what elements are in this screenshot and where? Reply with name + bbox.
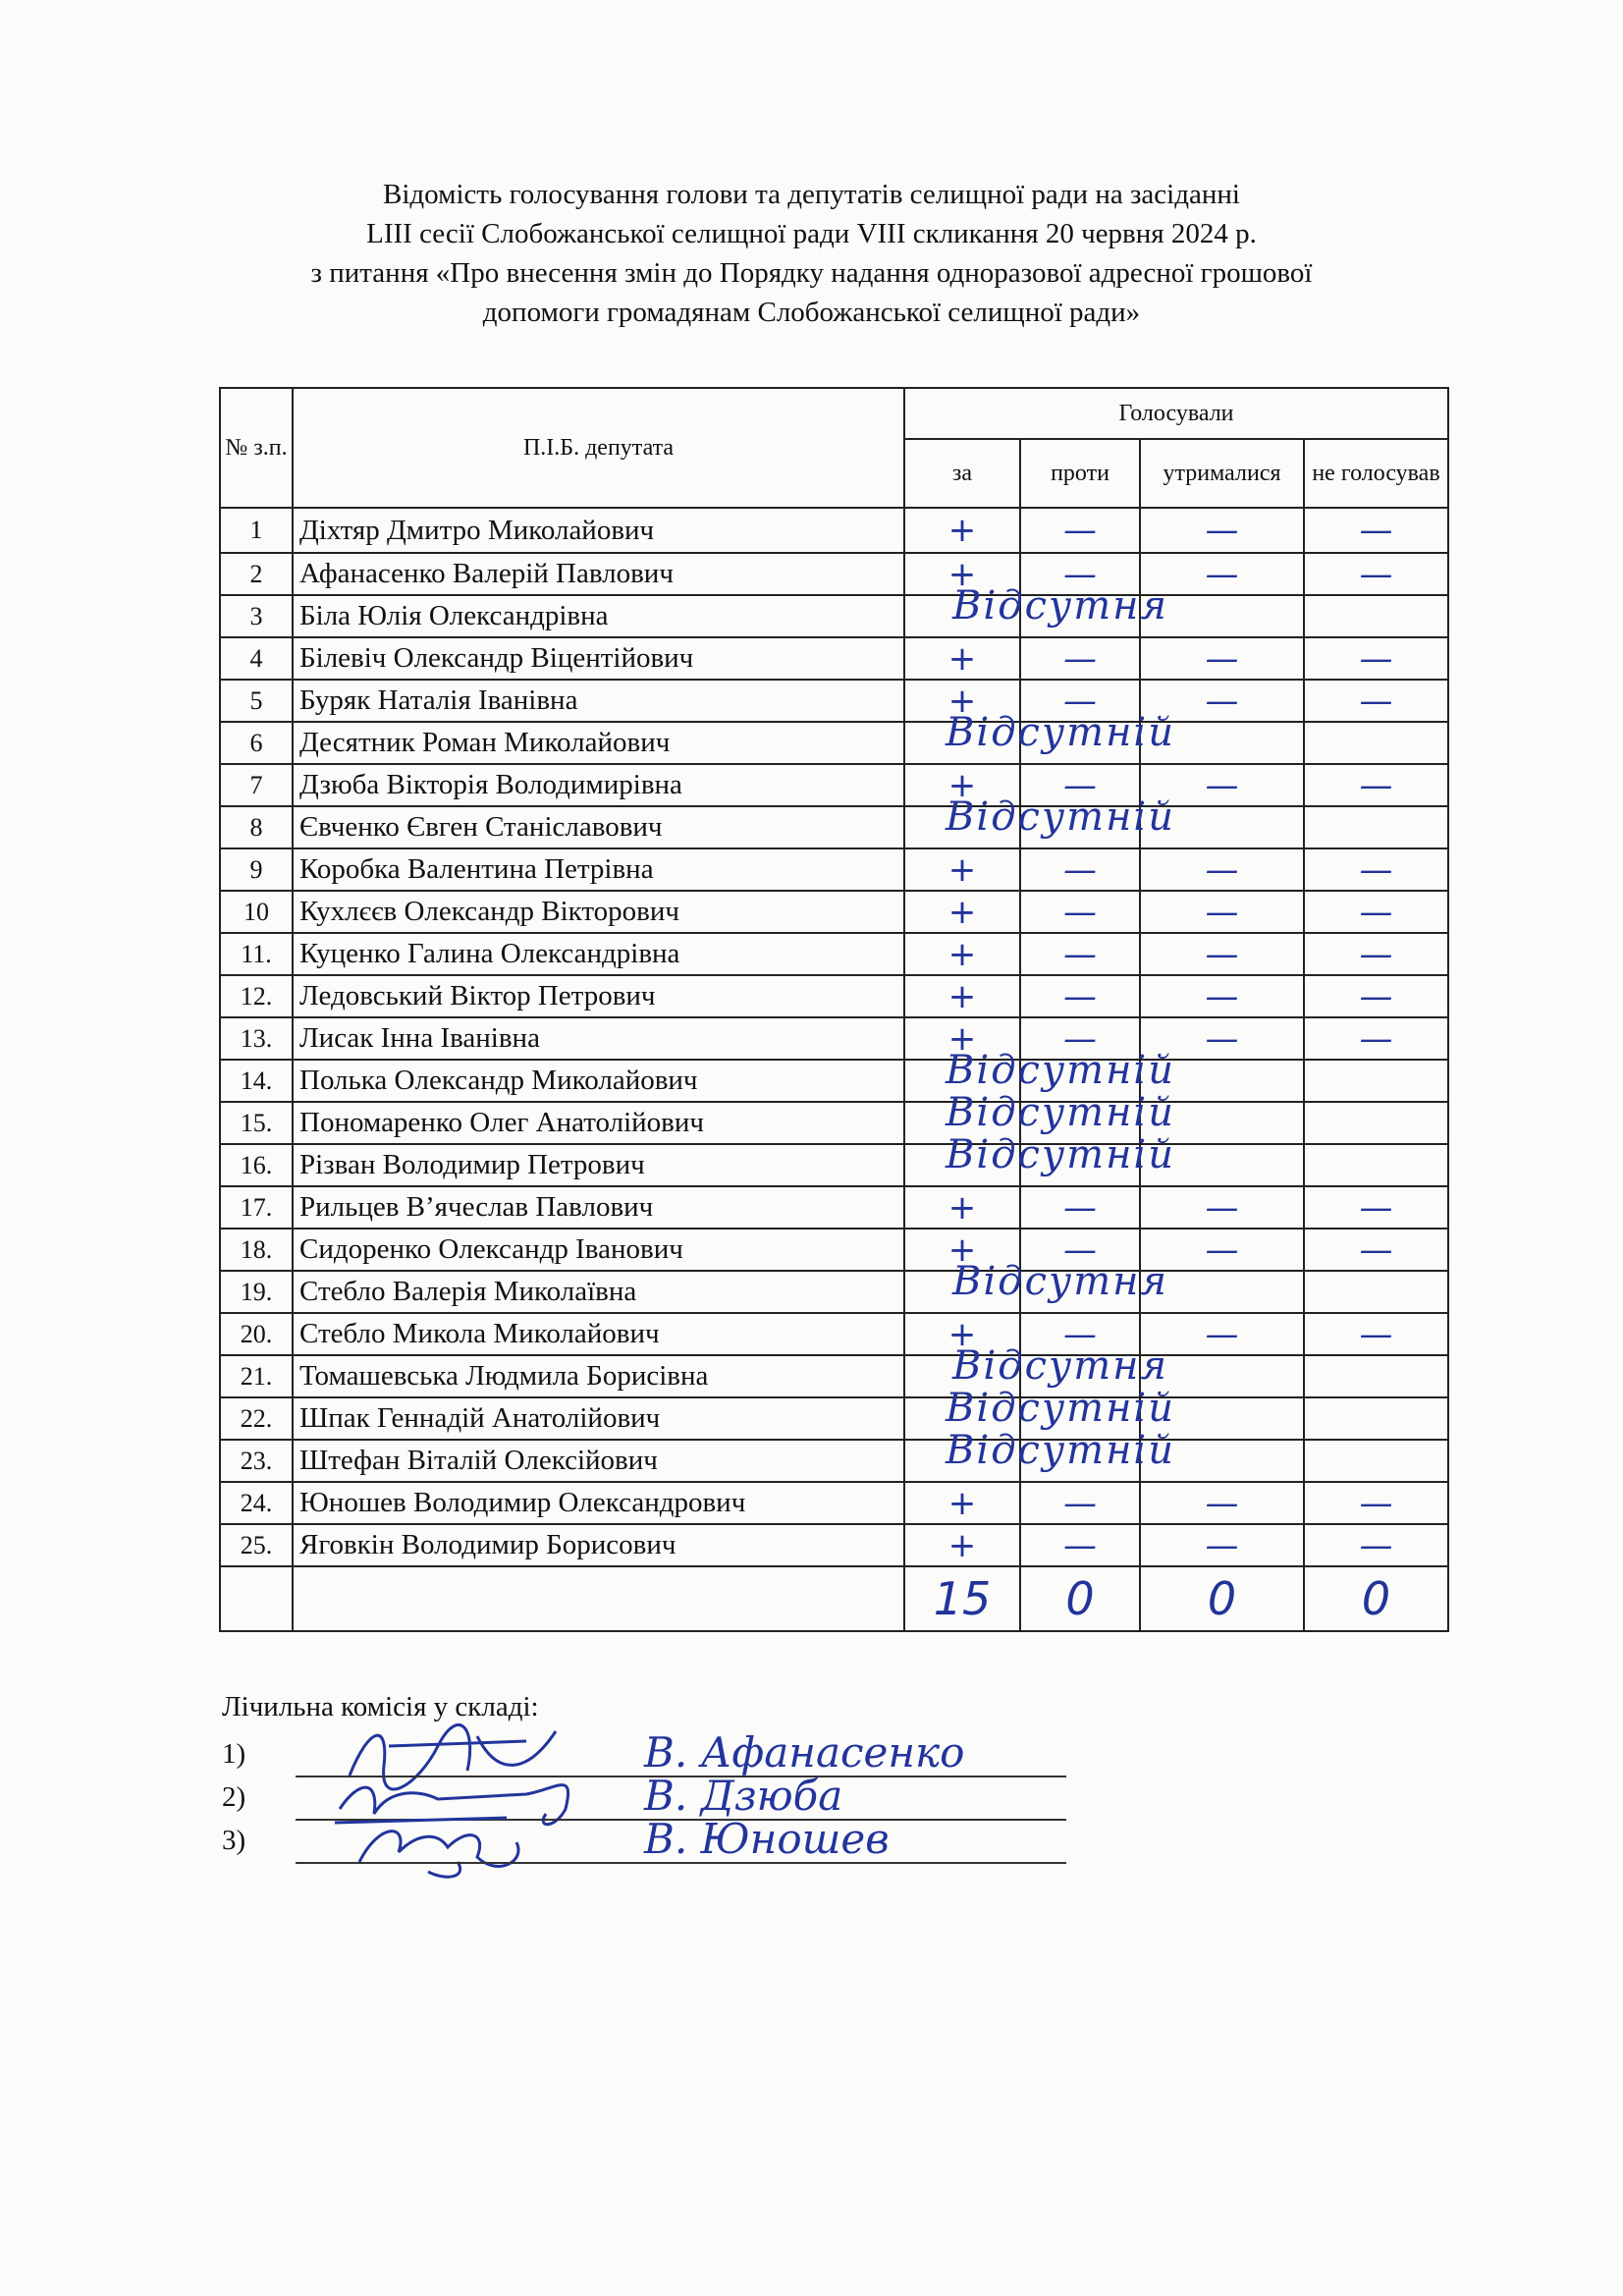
- vote-abstained: —: [1140, 975, 1304, 1017]
- vote-not-voted: —: [1304, 553, 1448, 595]
- table-row: [220, 1271, 1448, 1313]
- deputy-name: Кухлєєв Олександр Вікторович: [293, 891, 904, 933]
- row-number: 10: [220, 891, 293, 933]
- deputy-name: Сидоренко Олександр Іванович: [293, 1229, 904, 1271]
- vote-against: [1020, 1144, 1140, 1186]
- vote-against: —: [1020, 933, 1140, 975]
- vote-against: —: [1020, 1229, 1140, 1271]
- vote-against: —: [1020, 1313, 1140, 1355]
- title-line-1: Відомість голосування голови та депутатів селищної ради на засіданні: [383, 179, 1240, 210]
- table-row: [220, 975, 1448, 1017]
- total-abstained: 0: [1140, 1566, 1304, 1631]
- absent-note: Відсутній: [946, 710, 1175, 755]
- row-number: 15.: [220, 1102, 293, 1144]
- row-number: 23.: [220, 1440, 293, 1482]
- table-row: [220, 1060, 1448, 1102]
- deputy-name: Яговкін Володимир Борисович: [293, 1524, 904, 1566]
- vote-against: [1020, 1397, 1140, 1440]
- vote-not-voted: [1304, 1102, 1448, 1144]
- table-row: [220, 1017, 1448, 1060]
- vote-not-voted: [1304, 722, 1448, 764]
- row-number: 4: [220, 637, 293, 680]
- vote-not-voted: —: [1304, 1229, 1448, 1271]
- vote-against: [1020, 722, 1140, 764]
- document-title: [0, 175, 1623, 332]
- vote-abstained: —: [1140, 1524, 1304, 1566]
- vote-for: [904, 1440, 1020, 1482]
- deputy-name: Білевіч Олександр Віцентійович: [293, 637, 904, 680]
- deputy-name: Коробка Валентина Петрівна: [293, 848, 904, 891]
- row-number: 3: [220, 595, 293, 637]
- vote-for: +: [904, 933, 1020, 975]
- member-name: В. Афанасенко: [644, 1728, 965, 1777]
- header-num: № з.п.: [220, 388, 293, 508]
- deputy-name: Дзюба Вікторія Володимирівна: [293, 764, 904, 806]
- vote-for: +: [904, 1017, 1020, 1060]
- table-row: [220, 1102, 1448, 1144]
- vote-against: [1020, 1355, 1140, 1397]
- table-row: [220, 933, 1448, 975]
- vote-not-voted: —: [1304, 1186, 1448, 1229]
- vote-abstained: —: [1140, 637, 1304, 680]
- vote-for: +: [904, 975, 1020, 1017]
- row-number: 8: [220, 806, 293, 848]
- deputy-name: Стебло Микола Миколайович: [293, 1313, 904, 1355]
- row-number: 25.: [220, 1524, 293, 1566]
- table-row: [220, 1313, 1448, 1355]
- row-number: 2: [220, 553, 293, 595]
- table-row: [220, 553, 1448, 595]
- vote-abstained: —: [1140, 553, 1304, 595]
- table-row: [220, 1440, 1448, 1482]
- table-row: [220, 1355, 1448, 1397]
- vote-abstained: —: [1140, 1017, 1304, 1060]
- deputy-name: Штефан Віталій Олексійович: [293, 1440, 904, 1482]
- table-row: [220, 1524, 1448, 1566]
- row-number: 7: [220, 764, 293, 806]
- vote-abstained: [1140, 1271, 1304, 1313]
- deputy-name: Стебло Валерія Миколаївна: [293, 1271, 904, 1313]
- deputy-name: Афанасенко Валерій Павлович: [293, 553, 904, 595]
- vote-against: —: [1020, 975, 1140, 1017]
- vote-abstained: [1140, 595, 1304, 637]
- vote-abstained: [1140, 1060, 1304, 1102]
- absent-note: Відсутня: [952, 1343, 1168, 1389]
- vote-for: +: [904, 891, 1020, 933]
- vote-for: +: [904, 1313, 1020, 1355]
- table-row: [220, 595, 1448, 637]
- vote-against: —: [1020, 553, 1140, 595]
- vote-for: +: [904, 848, 1020, 891]
- vote-abstained: [1140, 722, 1304, 764]
- deputy-name: Євченко Євген Станіславович: [293, 806, 904, 848]
- absent-note: Відсутній: [946, 1132, 1175, 1177]
- table-row: [220, 1144, 1448, 1186]
- header-abstained: утрималися: [1140, 439, 1304, 508]
- vote-abstained: [1140, 1144, 1304, 1186]
- deputy-name: Буряк Наталія Іванівна: [293, 680, 904, 722]
- table-row: [220, 764, 1448, 806]
- row-number: 24.: [220, 1482, 293, 1524]
- vote-not-voted: —: [1304, 680, 1448, 722]
- vote-not-voted: —: [1304, 975, 1448, 1017]
- absent-note: Відсутня: [952, 1259, 1168, 1304]
- vote-for: [904, 595, 1020, 637]
- vote-for: +: [904, 1524, 1020, 1566]
- vote-abstained: —: [1140, 764, 1304, 806]
- vote-not-voted: [1304, 1060, 1448, 1102]
- vote-not-voted: —: [1304, 1482, 1448, 1524]
- deputy-name: Різван Володимир Петрович: [293, 1144, 904, 1186]
- absent-note: Відсутній: [946, 794, 1175, 840]
- vote-against: —: [1020, 1524, 1140, 1566]
- total-against: 0: [1020, 1566, 1140, 1631]
- deputy-name: Полька Олександр Миколайович: [293, 1060, 904, 1102]
- deputy-name: Пономаренко Олег Анатолійович: [293, 1102, 904, 1144]
- deputy-name: Біла Юлія Олександрівна: [293, 595, 904, 637]
- totals-num-cell: [220, 1566, 293, 1631]
- absent-note: Відсутній: [946, 1090, 1175, 1135]
- vote-against: [1020, 1440, 1140, 1482]
- vote-abstained: —: [1140, 508, 1304, 553]
- absent-note: Відсутній: [946, 1428, 1175, 1473]
- row-number: 5: [220, 680, 293, 722]
- vote-for: +: [904, 508, 1020, 553]
- title-line-4: допомоги громадянам Слобожанської селищної ради»: [482, 297, 1141, 328]
- row-number: 11.: [220, 933, 293, 975]
- vote-not-voted: —: [1304, 848, 1448, 891]
- vote-abstained: [1140, 1397, 1304, 1440]
- vote-abstained: [1140, 806, 1304, 848]
- vote-for: [904, 1271, 1020, 1313]
- vote-against: —: [1020, 637, 1140, 680]
- vote-against: —: [1020, 508, 1140, 553]
- vote-for: [904, 1060, 1020, 1102]
- vote-abstained: —: [1140, 1482, 1304, 1524]
- vote-not-voted: [1304, 595, 1448, 637]
- vote-not-voted: —: [1304, 637, 1448, 680]
- header-name: П.І.Б. депутата: [293, 388, 904, 508]
- vote-not-voted: —: [1304, 764, 1448, 806]
- row-number: 20.: [220, 1313, 293, 1355]
- vote-abstained: [1140, 1355, 1304, 1397]
- table-row: [220, 1482, 1448, 1524]
- deputy-name: Десятник Роман Миколайович: [293, 722, 904, 764]
- title-line-3: з питання «Про внесення змін до Порядку надання одноразової адресної грошової: [310, 257, 1313, 289]
- vote-for: +: [904, 680, 1020, 722]
- row-number: 17.: [220, 1186, 293, 1229]
- header-not-voted: не голосував: [1304, 439, 1448, 508]
- vote-against: [1020, 595, 1140, 637]
- row-number: 16.: [220, 1144, 293, 1186]
- deputy-name: Лисак Інна Іванівна: [293, 1017, 904, 1060]
- table-row: [220, 508, 1448, 553]
- row-number: 19.: [220, 1271, 293, 1313]
- row-number: 1: [220, 508, 293, 553]
- vote-not-voted: [1304, 1355, 1448, 1397]
- member-name: В. Юношев: [644, 1815, 890, 1863]
- table-row: [220, 891, 1448, 933]
- vote-abstained: —: [1140, 680, 1304, 722]
- vote-not-voted: —: [1304, 1017, 1448, 1060]
- vote-abstained: —: [1140, 1313, 1304, 1355]
- table-row: [220, 637, 1448, 680]
- vote-against: —: [1020, 1482, 1140, 1524]
- vote-not-voted: [1304, 1440, 1448, 1482]
- vote-against: —: [1020, 1186, 1140, 1229]
- vote-not-voted: —: [1304, 508, 1448, 553]
- vote-not-voted: —: [1304, 933, 1448, 975]
- table-row: [220, 680, 1448, 722]
- table-row: [220, 806, 1448, 848]
- row-number: 12.: [220, 975, 293, 1017]
- vote-for: [904, 722, 1020, 764]
- vote-abstained: —: [1140, 848, 1304, 891]
- vote-for: [904, 1397, 1020, 1440]
- table-row: [220, 722, 1448, 764]
- vote-not-voted: [1304, 806, 1448, 848]
- deputy-name: Томашевська Людмила Борисівна: [293, 1355, 904, 1397]
- member-name: В. Дзюба: [644, 1772, 843, 1820]
- vote-abstained: —: [1140, 1229, 1304, 1271]
- row-number: 9: [220, 848, 293, 891]
- vote-abstained: [1140, 1440, 1304, 1482]
- deputy-name: Рильцев В’ячеслав Павлович: [293, 1186, 904, 1229]
- vote-for: +: [904, 764, 1020, 806]
- table-row: [220, 1397, 1448, 1440]
- vote-abstained: —: [1140, 1186, 1304, 1229]
- row-number: 13.: [220, 1017, 293, 1060]
- deputy-name: Ледовський Віктор Петрович: [293, 975, 904, 1017]
- vote-for: +: [904, 1186, 1020, 1229]
- total-for: 15: [904, 1566, 1020, 1631]
- member-number: 2): [222, 1781, 246, 1813]
- vote-not-voted: —: [1304, 1313, 1448, 1355]
- vote-for: +: [904, 553, 1020, 595]
- title-line-2: LIII сесії Слобожанської селищної ради VIII скликання 20 червня 2024 р.: [366, 218, 1257, 249]
- vote-abstained: —: [1140, 933, 1304, 975]
- vote-not-voted: —: [1304, 891, 1448, 933]
- absent-note: Відсутній: [946, 1048, 1175, 1093]
- table-row: [220, 1229, 1448, 1271]
- vote-against: [1020, 1271, 1140, 1313]
- deputy-name: Шпак Геннадій Анатолійович: [293, 1397, 904, 1440]
- row-number: 18.: [220, 1229, 293, 1271]
- voting-table: [219, 387, 1449, 1632]
- vote-not-voted: [1304, 1271, 1448, 1313]
- header-against: проти: [1020, 439, 1140, 508]
- deputy-name: Юношев Володимир Олександрович: [293, 1482, 904, 1524]
- vote-for: +: [904, 1482, 1020, 1524]
- vote-for: [904, 1144, 1020, 1186]
- table-row: [220, 848, 1448, 891]
- vote-against: —: [1020, 848, 1140, 891]
- vote-against: [1020, 1102, 1140, 1144]
- member-number: 1): [222, 1738, 246, 1770]
- vote-abstained: —: [1140, 891, 1304, 933]
- row-number: 21.: [220, 1355, 293, 1397]
- header-voted: Голосували: [904, 388, 1448, 439]
- vote-against: —: [1020, 891, 1140, 933]
- totals-name-cell: [293, 1566, 904, 1631]
- vote-not-voted: —: [1304, 1524, 1448, 1566]
- vote-against: [1020, 806, 1140, 848]
- vote-for: [904, 1102, 1020, 1144]
- deputy-name: Діхтяр Дмитро Миколайович: [293, 508, 904, 553]
- vote-abstained: [1140, 1102, 1304, 1144]
- commission-label: Лічильна комісія у складі:: [222, 1691, 539, 1722]
- deputy-name: Куценко Галина Олександрівна: [293, 933, 904, 975]
- row-number: 14.: [220, 1060, 293, 1102]
- vote-not-voted: [1304, 1397, 1448, 1440]
- vote-for: [904, 806, 1020, 848]
- row-number: 6: [220, 722, 293, 764]
- absent-note: Відсутня: [952, 583, 1168, 629]
- totals-row: [220, 1566, 1448, 1631]
- table-row: [220, 1186, 1448, 1229]
- header-for: за: [904, 439, 1020, 508]
- vote-for: +: [904, 1229, 1020, 1271]
- vote-against: [1020, 1060, 1140, 1102]
- table-body: [220, 508, 1448, 1566]
- vote-against: —: [1020, 764, 1140, 806]
- vote-against: —: [1020, 1017, 1140, 1060]
- vote-not-voted: [1304, 1144, 1448, 1186]
- total-not-voted: 0: [1304, 1566, 1448, 1631]
- row-number: 22.: [220, 1397, 293, 1440]
- commission-member-3: [222, 1815, 1066, 1872]
- vote-for: +: [904, 637, 1020, 680]
- vote-against: —: [1020, 680, 1140, 722]
- member-number: 3): [222, 1825, 246, 1856]
- absent-note: Відсутній: [946, 1386, 1175, 1431]
- vote-for: [904, 1355, 1020, 1397]
